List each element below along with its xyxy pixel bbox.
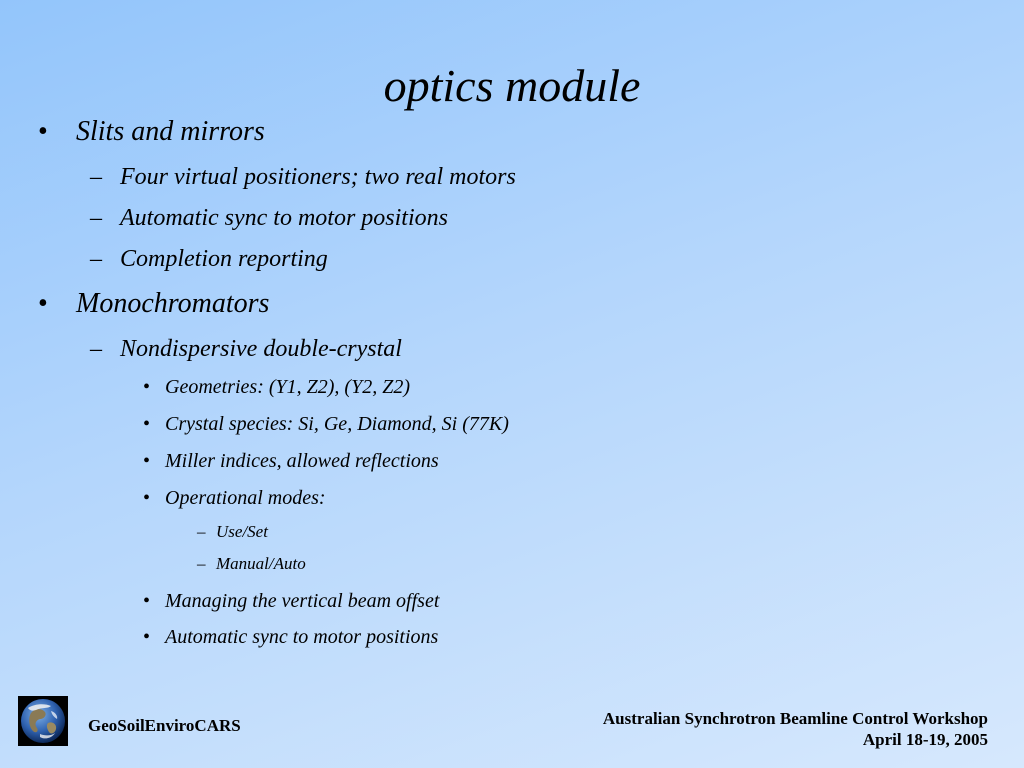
footer-event-info — [603, 708, 988, 750]
sub-sub-bullet — [143, 625, 439, 649]
dash-marker: – — [90, 336, 102, 362]
sub-sub-bullet-label: Geometries: (Y1, Z2), (Y2, Z2) — [165, 376, 410, 398]
footer-event-name: Australian Synchrotron Beamline Control Workshop — [602, 709, 988, 728]
dash-marker: – — [90, 164, 102, 190]
bullet-marker: • — [143, 626, 151, 648]
dash-marker: – — [90, 246, 102, 272]
sub-bullet — [90, 335, 402, 363]
bullet-marker: • — [143, 487, 151, 509]
bullet-marker: • — [143, 450, 151, 472]
sub-sub-bullet — [143, 449, 439, 473]
mode-item — [197, 522, 268, 542]
bullet-slits-and-mirrors — [38, 116, 265, 148]
bullet-marker: • — [38, 116, 48, 147]
mode-label: Manual/Auto — [216, 554, 306, 573]
sub-bullet — [90, 204, 448, 232]
earth-globe-icon — [18, 696, 68, 746]
footer-organization: GeoSoilEnviroCARS — [88, 716, 241, 735]
mode-label: Use/Set — [216, 522, 268, 541]
mode-item — [197, 554, 306, 574]
bullet-label: Slits and mirrors — [76, 116, 265, 147]
dash-marker: – — [197, 554, 206, 573]
bullet-marker: • — [38, 288, 48, 319]
bullet-marker: • — [143, 590, 151, 612]
sub-sub-bullet-label: Operational modes: — [165, 487, 326, 509]
dash-marker: – — [197, 522, 206, 541]
sub-bullet — [90, 245, 328, 273]
sub-sub-bullet-label: Automatic sync to motor positions — [165, 626, 439, 648]
sub-sub-bullet-label: Managing the vertical beam offset — [165, 590, 440, 612]
bullet-marker: • — [143, 413, 151, 435]
sub-bullet-label: Automatic sync to motor positions — [120, 205, 448, 231]
sub-sub-bullet — [143, 589, 440, 613]
sub-sub-bullet-label: Miller indices, allowed reflections — [165, 450, 439, 472]
sub-bullet-label: Completion reporting — [120, 246, 328, 272]
slide-title: optics module — [383, 60, 641, 111]
bullet-label: Monochromators — [76, 288, 270, 319]
sub-sub-bullet — [143, 486, 326, 510]
bullet-monochromators — [38, 288, 270, 320]
bullet-marker: • — [143, 376, 151, 398]
sub-sub-bullet — [143, 375, 410, 399]
sub-bullet-label: Nondispersive double-crystal — [120, 336, 402, 362]
sub-sub-bullet — [143, 412, 509, 436]
sub-bullet-label: Four virtual positioners; two real motors — [120, 164, 516, 190]
sub-bullet — [90, 163, 516, 191]
sub-sub-bullet-label: Crystal species: Si, Ge, Diamond, Si (77K) — [165, 413, 509, 435]
footer-event-date: April 18-19, 2005 — [862, 730, 988, 749]
dash-marker: – — [90, 205, 102, 231]
